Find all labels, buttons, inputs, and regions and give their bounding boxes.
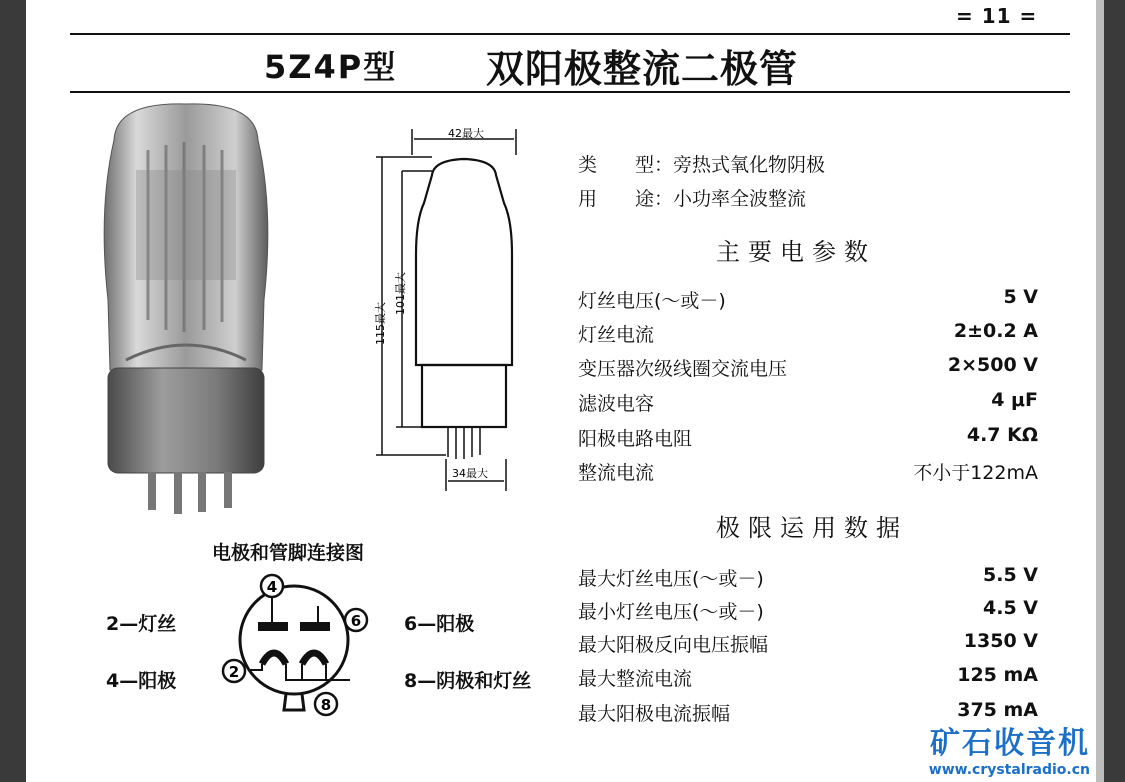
pin-2-number: 2 (228, 663, 240, 681)
pin-diagram-title: 电极和管脚连接图 (212, 542, 365, 564)
document-page (26, 0, 1104, 782)
limits-heading: 极限运用数据 (716, 514, 908, 542)
info-type (578, 150, 825, 177)
anode-right-plate (300, 622, 330, 631)
info-type-value: 旁热式氧化物阴极 (673, 154, 826, 176)
limit-label: 最大灯丝电压(～或－) (578, 568, 764, 590)
pin-legend-4: 4—阳极 (106, 670, 177, 692)
param-value: 2×500 V (947, 354, 1038, 376)
param-row (578, 458, 1038, 488)
param-row (578, 320, 1038, 350)
tube-description: 双阳极整流二极管 (486, 47, 799, 91)
info-type-label: 类 型： (578, 154, 674, 176)
limit-label: 最大阳极电流振幅 (578, 703, 731, 725)
pin-4-number: 4 (266, 578, 278, 596)
limit-value: 5.5 V (983, 564, 1038, 586)
param-row (578, 389, 1038, 419)
info-usage-label: 用 途： (578, 188, 674, 210)
limit-row (578, 564, 1038, 594)
param-label: 阳极电路电阻 (578, 428, 693, 450)
header-rule-top (70, 33, 1070, 35)
pin-legend-8: 8—阴极和灯丝 (404, 670, 532, 692)
watermark (929, 718, 1090, 778)
limit-label: 最大阳极反向电压振幅 (578, 634, 769, 656)
page-number: = 11 = (956, 4, 1038, 28)
param-value: 不小于122mA (913, 462, 1038, 484)
watermark-url: www.crystalradio.cn (928, 762, 1090, 778)
param-value: 4 μF (991, 389, 1038, 411)
pin-connection-diagram (214, 568, 374, 738)
watermark-brand: 矿石收音机 (930, 726, 1090, 761)
param-value: 4.7 KΩ (966, 424, 1038, 446)
limit-row (578, 664, 1038, 694)
param-row (578, 286, 1038, 316)
param-label: 滤波电容 (578, 393, 655, 415)
tube-photo (86, 100, 286, 520)
dim-height-body: 101最大 (394, 272, 407, 315)
param-label: 变压器次级线圈交流电压 (578, 358, 788, 380)
param-label: 灯丝电压(～或－) (578, 290, 726, 312)
dim-width-base: 34最大 (452, 467, 488, 480)
limit-row (578, 597, 1038, 627)
dim-width-top: 42最大 (448, 127, 484, 140)
limit-value: 125 mA (957, 664, 1038, 686)
dim-height-total: 115最大 (374, 302, 387, 345)
tube-model: 5Z4P型 (264, 48, 398, 86)
limit-row (578, 630, 1038, 660)
pin-legend-6: 6—阳极 (404, 613, 475, 635)
main-params-heading: 主要电参数 (716, 238, 876, 266)
param-row (578, 354, 1038, 384)
info-usage-value: 小功率全波整流 (673, 188, 807, 210)
limit-label: 最大整流电流 (578, 668, 693, 690)
param-label: 整流电流 (578, 462, 655, 484)
limit-value: 1350 V (963, 630, 1038, 652)
info-usage (578, 184, 806, 211)
tube-outline-drawing (356, 125, 546, 495)
pin-6-number: 6 (350, 612, 362, 630)
pin-legend-2: 2—灯丝 (106, 613, 177, 635)
anode-left-plate (258, 622, 288, 631)
param-row (578, 424, 1038, 454)
limit-value: 375 mA (957, 699, 1038, 721)
param-value: 5 V (1003, 286, 1038, 308)
limit-label: 最小灯丝电压(～或－) (578, 601, 764, 623)
param-label: 灯丝电流 (578, 324, 655, 346)
pin-8-number: 8 (320, 696, 332, 714)
limit-value: 4.5 V (983, 597, 1038, 619)
param-value: 2±0.2 A (953, 320, 1038, 342)
